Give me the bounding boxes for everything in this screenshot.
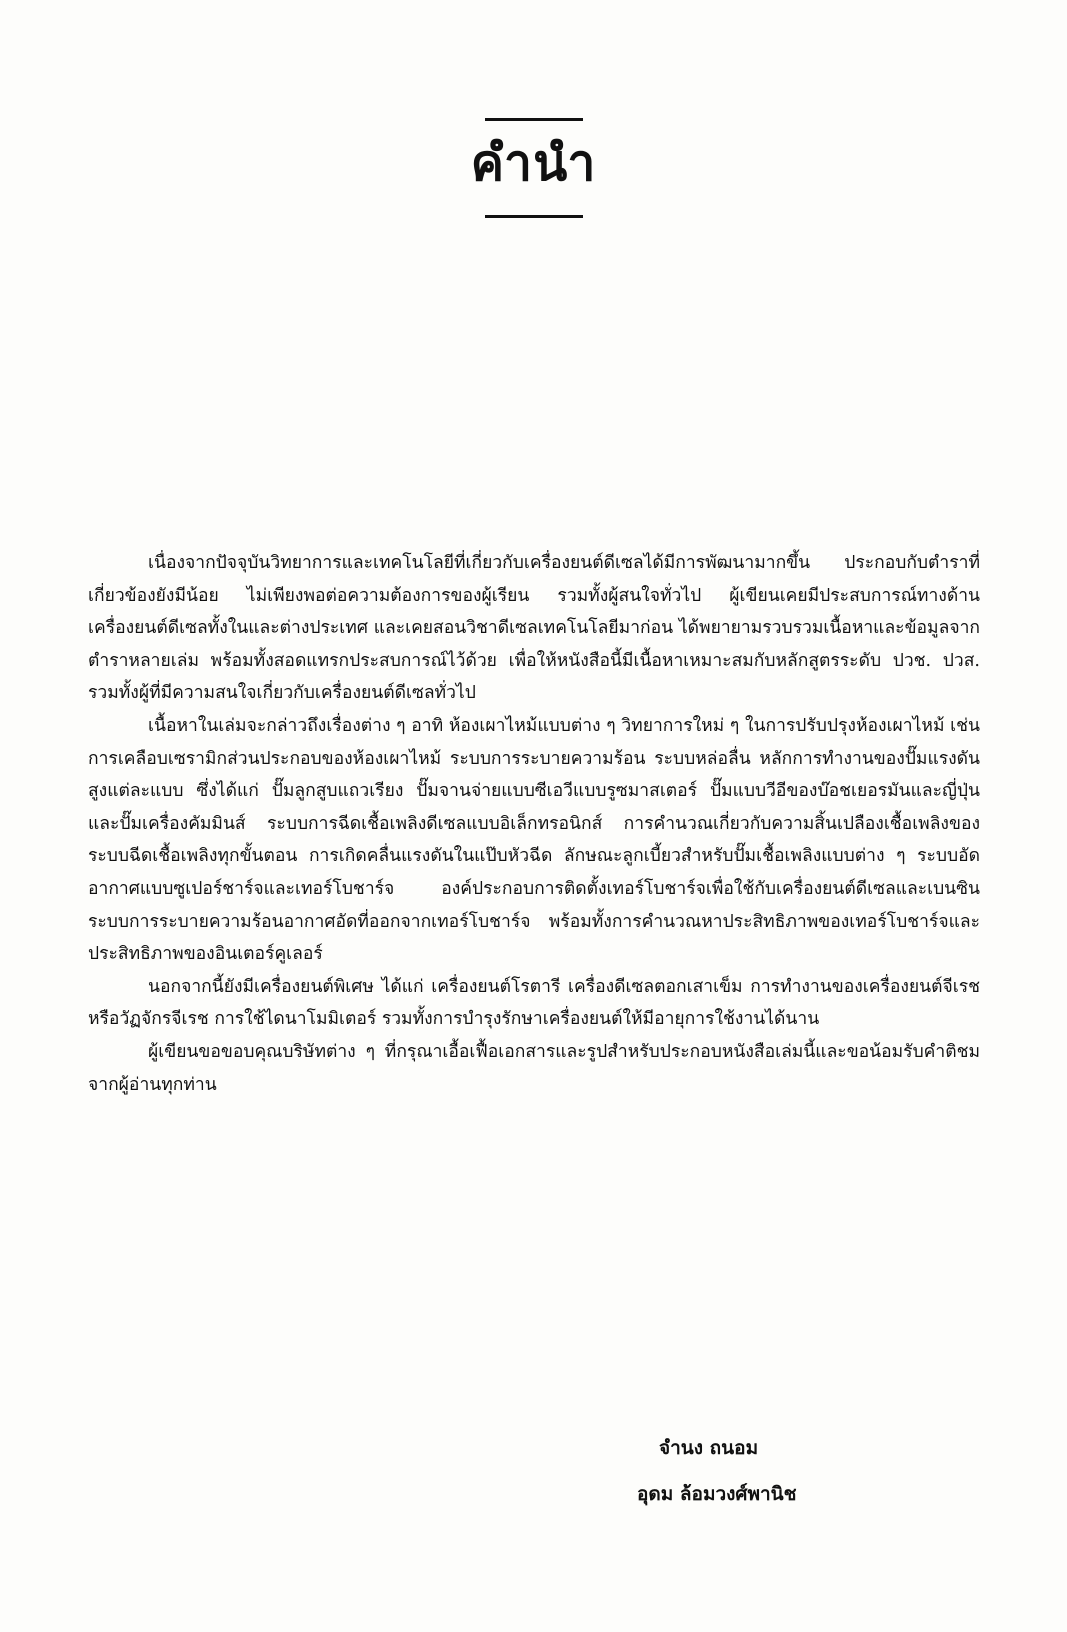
- title-block: [0, 118, 1067, 218]
- title-rule-bottom: [485, 215, 583, 218]
- title-rule-top: [485, 118, 583, 121]
- paragraph-1: เนื่องจากปัจจุบันวิทยาการและเทคโนโลยีที่เกี่ยวกับเครื่องยนต์ดีเซลได้มีการพัฒนามากขึ้น ประกอบกับตำราที่เกี่ยวข้องยังมีน้อย ไม่เพียงพอต่อความต้องการของผู้เรียน รวมทั้งผู้สนใจทั่วไป ผู้เขียนเคยมีประสบการณ์ทางด้านเครื่องยนต์ดีเซลทั้งในและต่างประเทศ และเคยสอนวิชาดีเซลเทคโนโลยีมาก่อน ได้พยายามรวบรวมเนื้อหาและข้อมูลจากตำราหลายเล่ม พร้อมทั้งสอดแทรกประสบการณ์ไว้ด้วย เพื่อให้หนังสือนี้มีเนื้อหาเหมาะสมกับหลักสูตรระดับ ปวช. ปวส. รวมทั้งผู้ที่มีความสนใจเกี่ยวกับเครื่องยนต์ดีเซลทั่วไป: [88, 553, 980, 704]
- paragraph-2: เนื้อหาในเล่มจะกล่าวถึงเรื่องต่าง ๆ อาทิ ห้องเผาไหม้แบบต่าง ๆ วิทยาการใหม่ ๆ ในการปรับปรุงห้องเผาไหม้ เช่น การเคลือบเซรามิกส่วนประกอบของห้องเผาไหม้ ระบบการระบายความร้อน ระบบหล่อลื่น หลักการทำงานของปั๊มแรงดันสูงแต่ละแบบ ซึ่งได้แก่ ปั๊มลูกสูบแถวเรียง ปั๊มจานจ่ายแบบซีเอวีแบบรูซมาสเตอร์ ปั๊มแบบวีอีของบ๊อชเยอรมันและญี่ปุ่น และปั๊มเครื่องคัมมินส์ ระบบการฉีดเชื้อเพลิงดีเซลแบบอิเล็กทรอนิกส์ การคำนวณเกี่ยวกับความสิ้นเปลืองเชื้อเพลิงของระบบฉีดเชื้อเพลิงทุกขั้นตอน การเกิดคลื่นแรงดันในแป๊บหัวฉีด ลักษณะลูกเบี้ยวสำหรับปั๊มเชื้อเพลิงแบบต่าง ๆ ระบบอัดอากาศแบบซูเปอร์ชาร์จและเทอร์โบชาร์จ องค์ประกอบการติดตั้งเทอร์โบชาร์จเพื่อใช้กับเครื่องยนต์ดีเซลและเบนซิน ระบบการระบายความร้อนอากาศอัดที่ออกจากเทอร์โบชาร์จ พร้อมทั้งการคำนวณหาประสิทธิภาพของเทอร์โบชาร์จและประสิทธิภาพของอินเตอร์คูเลอร์: [88, 715, 980, 965]
- author-signature: [600, 1425, 900, 1517]
- preface-body: [88, 547, 980, 1101]
- paragraph-4: ผู้เขียนขอขอบคุณบริษัทต่าง ๆ ที่กรุณาเอื้อเฟื้อเอกสารและรูปสำหรับประกอบหนังสือเล่มนี้และขอน้อมรับคำติชมจากผู้อ่านทุกท่าน: [88, 1041, 980, 1095]
- page-title: คำนำ: [470, 134, 597, 192]
- author-name-2: อุดม ล้อมวงศ์พานิช: [637, 1483, 797, 1505]
- paragraph-3: นอกจากนี้ยังมีเครื่องยนต์พิเศษ ได้แก่ เครื่องยนต์โรตารี เครื่องดีเซลตอกเสาเข็ม การทำงานของเครื่องยนต์จีเรชหรือวัฏจักรจีเรช การใช้ไดนาโมมิเตอร์ รวมทั้งการบำรุงรักษาเครื่องยนต์ให้มีอายุการใช้งานได้นาน: [88, 976, 980, 1030]
- author-name-1: จำนง ถนอม: [659, 1437, 759, 1459]
